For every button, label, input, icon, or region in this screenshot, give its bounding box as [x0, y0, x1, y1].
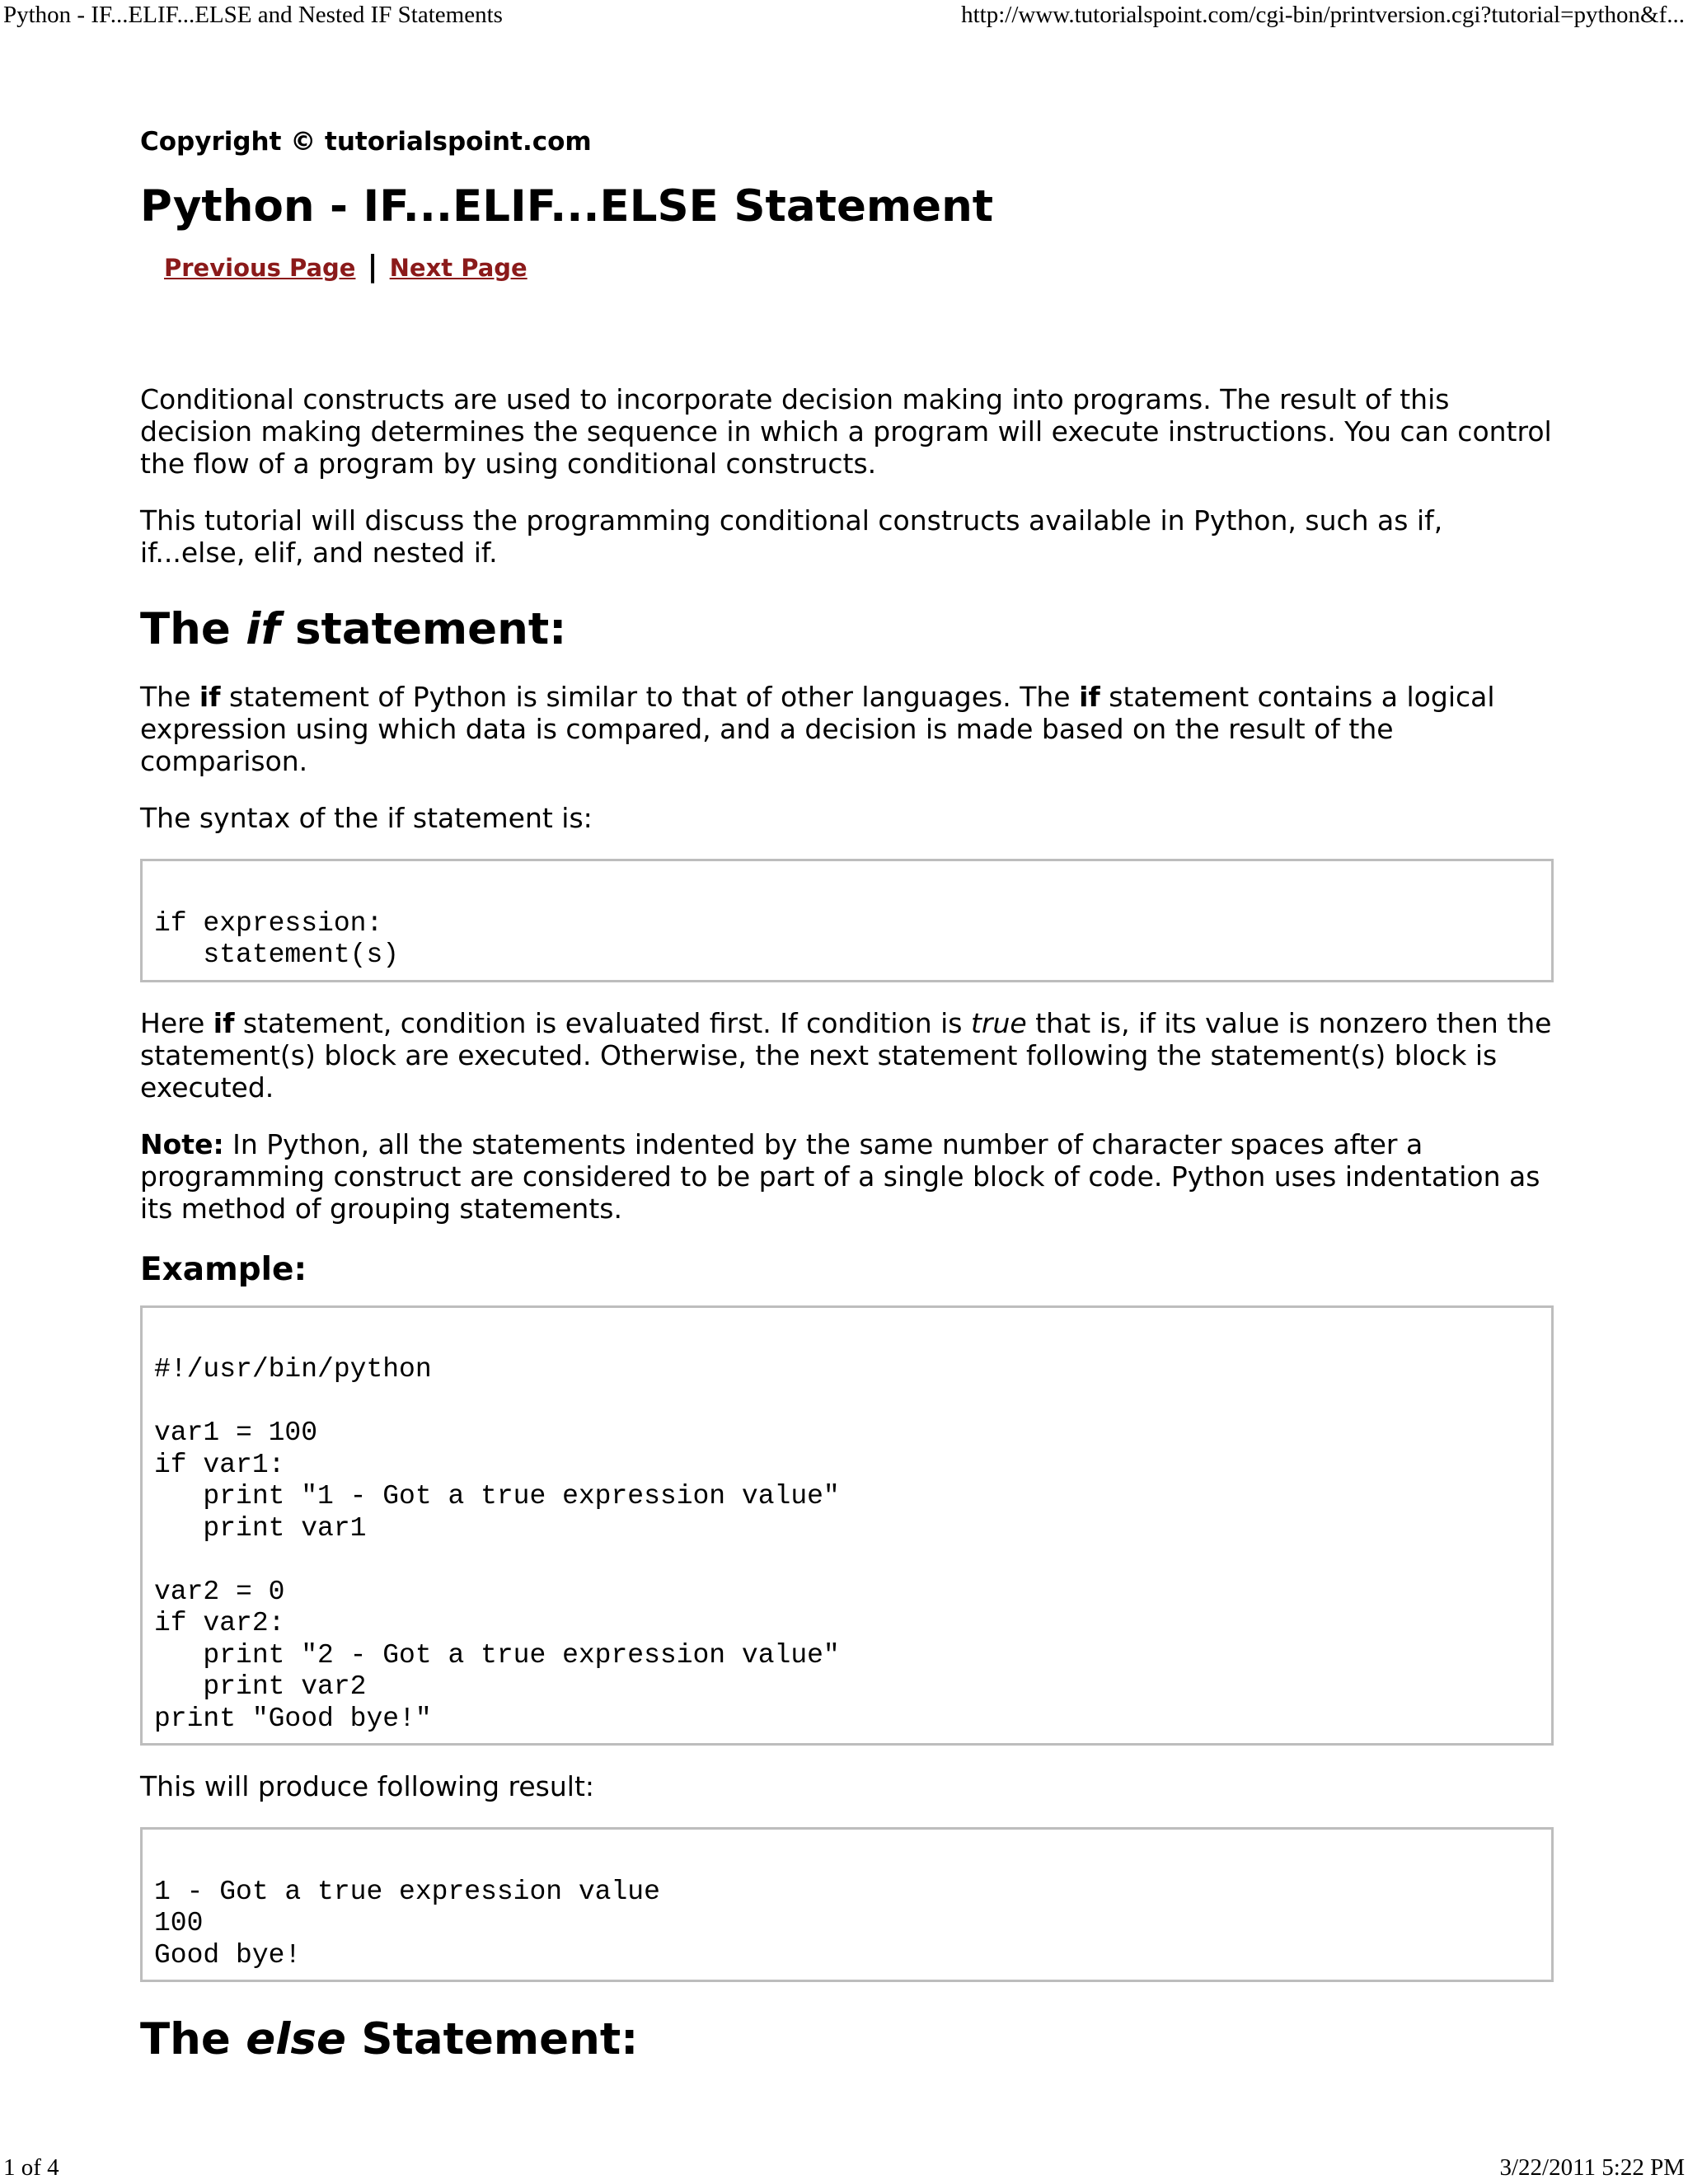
if-description-paragraph: The if statement of Python is similar to that of other languages. The if statement contains a logical expression using which data is compared, and a decision is made based on the result of the comparison. — [140, 681, 1495, 777]
print-datetime: 3/22/2011 5:22 PM — [1499, 2154, 1685, 2181]
code-line: Good bye! — [154, 1939, 302, 1971]
code-line: print "1 - Got a true expression value" — [154, 1481, 840, 1511]
code-line: print "Good bye!" — [154, 1703, 432, 1734]
nav-separator: | — [367, 250, 378, 284]
code-line: #!/usr/bin/python — [154, 1354, 432, 1385]
page-number: 1 of 4 — [3, 2154, 59, 2181]
note-paragraph: Note: In Python, all the statements indented by the same number of character spaces after a programming construct are considered to be part of a single block of code. Python uses indentation as its method of grouping statements. — [140, 1127, 1540, 1225]
copyright-notice: Copyright © tutorialspoint.com — [140, 127, 592, 157]
code-line — [154, 1544, 1540, 1577]
print-footer — [0, 2151, 1688, 2184]
code-line: var1 = 100 — [154, 1418, 318, 1448]
code-line: if expression: — [154, 907, 383, 939]
if-statement-heading: The if statement: — [140, 604, 567, 654]
code-line: 1 - Got a true expression value — [154, 1876, 660, 1907]
if-evaluation-paragraph: Here if statement, condition is evaluated first. If condition is true that is, if its value is nonzero then the statement(s) block are executed. Otherwise, the next statement following the statement(s) block is executed. — [140, 1006, 1552, 1104]
note-label: Note: — [140, 1127, 224, 1160]
code-line — [154, 1844, 1540, 1877]
code-line: 100 — [154, 1908, 204, 1938]
result-output-block — [140, 1827, 1554, 1982]
previous-page-link[interactable]: Previous Page — [164, 254, 356, 282]
code-line: print "2 - Got a true expression value" — [154, 1639, 840, 1671]
page-content — [140, 124, 1554, 2066]
code-line — [154, 1386, 1540, 1418]
code-line: if var1: — [154, 1449, 285, 1480]
code-line: print var2 — [154, 1671, 367, 1702]
else-statement-heading: The else Statement: — [140, 2014, 639, 2064]
code-line — [154, 876, 1540, 908]
print-header-title: Python - IF...ELIF...ELSE and Nested IF Statements — [3, 2, 503, 28]
example-heading: Example: — [140, 1250, 307, 1288]
code-line: print var1 — [154, 1512, 367, 1544]
code-line: if var2: — [154, 1608, 285, 1638]
intro-paragraph-1: Conditional constructs are used to incorporate decision making into programs. The result of this decision making determines the sequence in which a program will execute instructions. You can control the flow of a program by using conditional constructs. — [140, 383, 1552, 480]
code-line — [154, 1323, 1540, 1355]
example-code-block — [140, 1305, 1554, 1746]
print-header — [0, 0, 1688, 33]
code-line: statement(s) — [154, 940, 400, 970]
next-page-link[interactable]: Next Page — [389, 254, 528, 282]
syntax-code-block — [140, 859, 1554, 982]
result-intro-paragraph: This will produce following result: — [140, 1770, 595, 1802]
page-title: Python - IF...ELIF...ELSE Statement — [140, 181, 994, 232]
syntax-intro-paragraph: The syntax of the if statement is: — [140, 802, 593, 834]
code-line: var2 = 0 — [154, 1576, 285, 1607]
page-navigation — [164, 249, 1554, 286]
print-header-url: http://www.tutorialspoint.com/cgi-bin/printversion.cgi?tutorial=python&f... — [961, 2, 1685, 28]
intro-paragraph-2: This tutorial will discuss the programming conditional constructs available in Python, such as if, if...else, elif, and nested if. — [140, 504, 1443, 569]
